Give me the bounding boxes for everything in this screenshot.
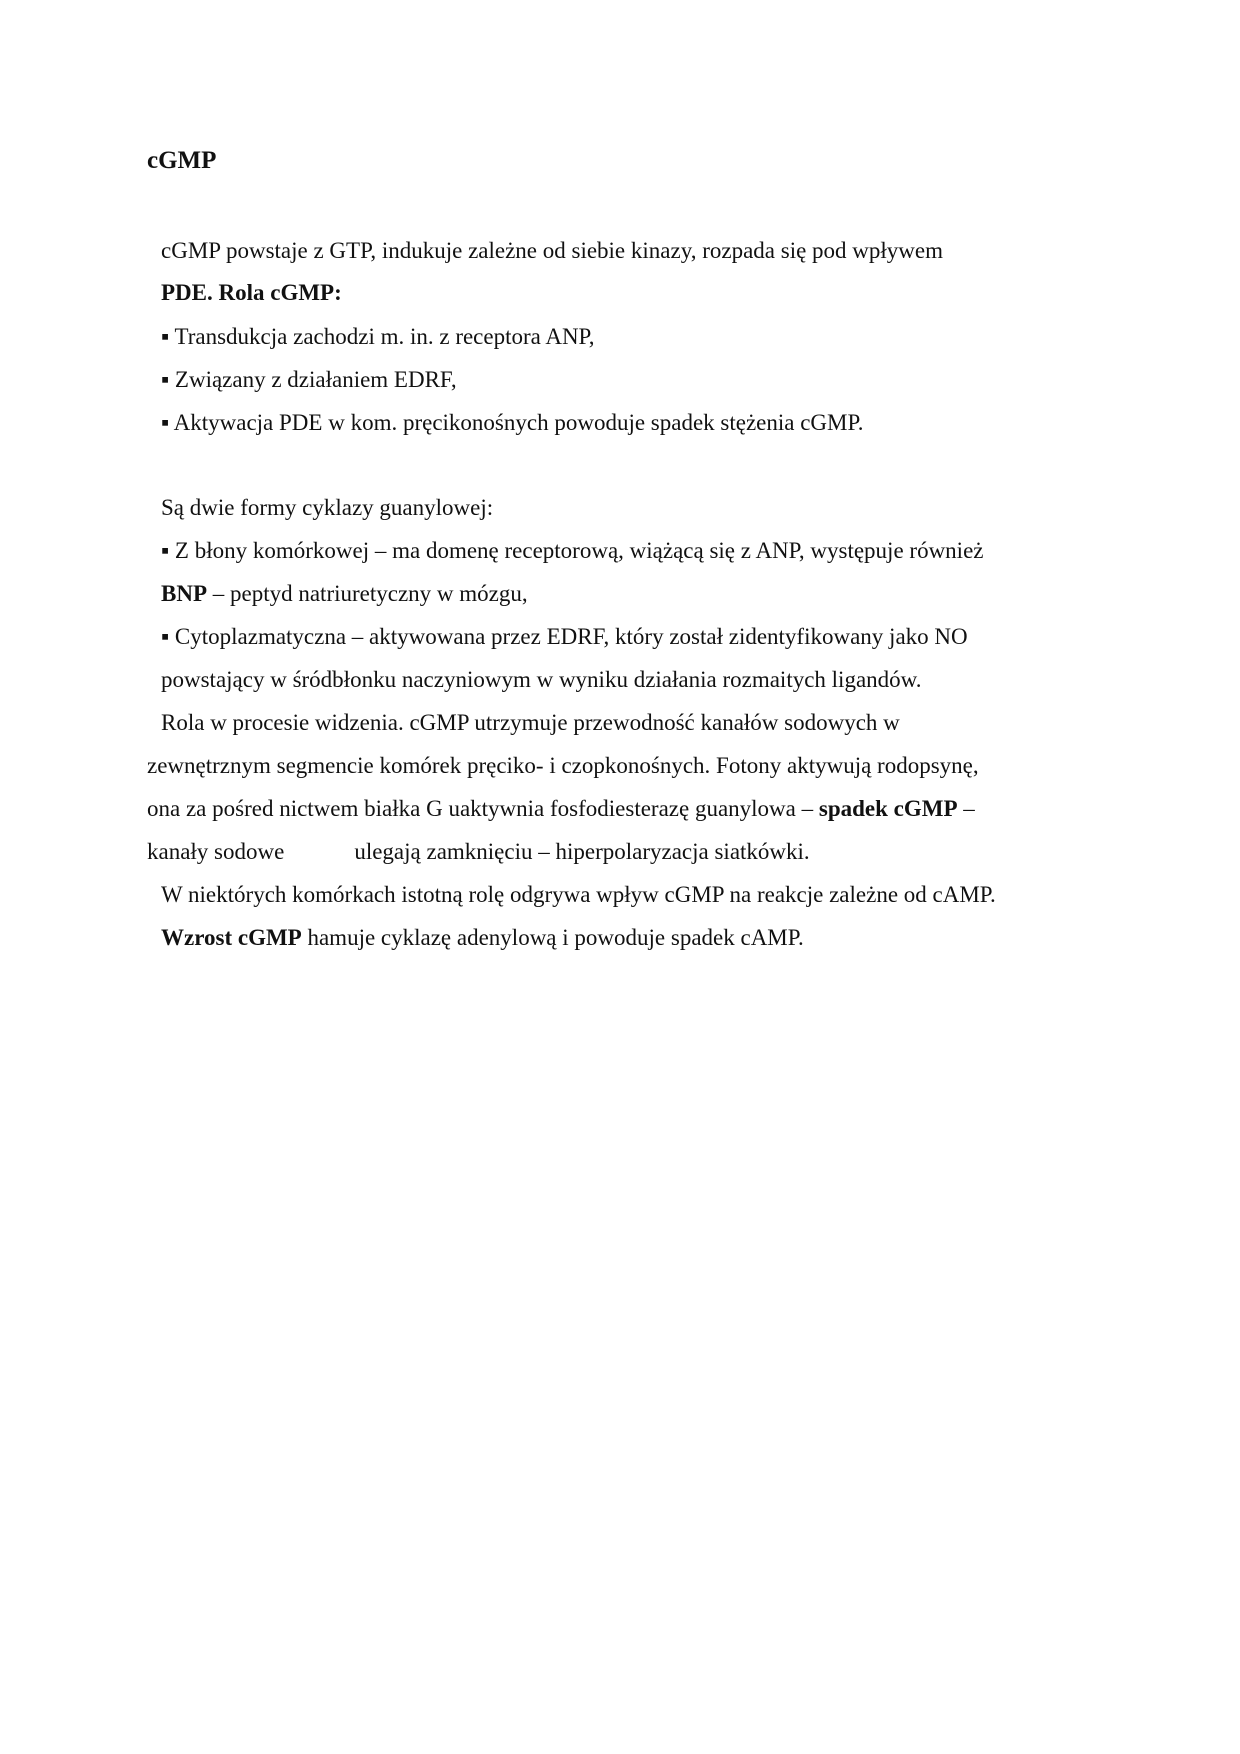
- list-item: ▪ Transdukcja zachodzi m. in. z receptora ANP,: [161, 324, 595, 349]
- paragraph-line: W niektórych komórkach istotną rolę odgrywa wpływ cGMP na reakcje zależne od cAMP.: [161, 882, 996, 907]
- text-run: ulegają zamknięciu – hiperpolaryzacja siatkówki.: [354, 839, 810, 864]
- list-item-continuation: powstający w śródbłonku naczyniowym w wyniku działania rozmaitych ligandów.: [161, 667, 922, 692]
- list-item: ▪ Związany z działaniem EDRF,: [161, 367, 457, 392]
- paragraph-line: PDE. Rola cGMP:: [161, 280, 342, 305]
- text-run: –: [957, 796, 975, 821]
- bold-term: spadek cGMP: [818, 796, 958, 821]
- paragraph-line: zewnętrznym segmencie komórek pręciko- i czopkonośnych. Fotony aktywują rodopsynę,: [147, 753, 979, 778]
- paragraph-line: cGMP powstaje z GTP, indukuje zależne od siebie kinazy, rozpada się pod wpływem: [161, 238, 943, 263]
- list-item: ▪ Aktywacja PDE w kom. pręcikonośnych powoduje spadek stężenia cGMP.: [161, 410, 864, 435]
- paragraph-line: Rola w procesie widzenia. cGMP utrzymuje przewodność kanałów sodowych w: [161, 710, 900, 735]
- text-run: zidentyfikowany jako NO: [728, 624, 968, 649]
- list-item-continuation: [161, 579, 528, 609]
- paragraph-line: [147, 837, 810, 867]
- bold-term: Wzrost cGMP: [161, 925, 302, 950]
- document-title: cGMP: [147, 147, 217, 174]
- text-run: kanały sodowe: [147, 839, 285, 864]
- paragraph-line: Są dwie formy cyklazy guanylowej:: [161, 495, 494, 520]
- list-item: ▪ Z błony komórkowej – ma domenę receptorową, wiążącą się z ANP, występuje również: [161, 538, 984, 563]
- text-run: – peptyd natriuretyczny w mózgu,: [207, 581, 528, 606]
- paragraph-line: [161, 923, 804, 953]
- paragraph-line: [147, 794, 975, 824]
- bold-term: BNP: [161, 581, 207, 606]
- text-run: hamuje cyklazę adenylową i powoduje spadek cAMP.: [301, 925, 804, 950]
- list-item: [161, 622, 968, 652]
- text-run: ona za pośred nictwem białka G uaktywnia fosfodiesterazę guanylowa –: [147, 796, 819, 821]
- text-run: ▪ Cytoplazmatyczna – aktywowana przez EDRF, który został: [161, 624, 729, 649]
